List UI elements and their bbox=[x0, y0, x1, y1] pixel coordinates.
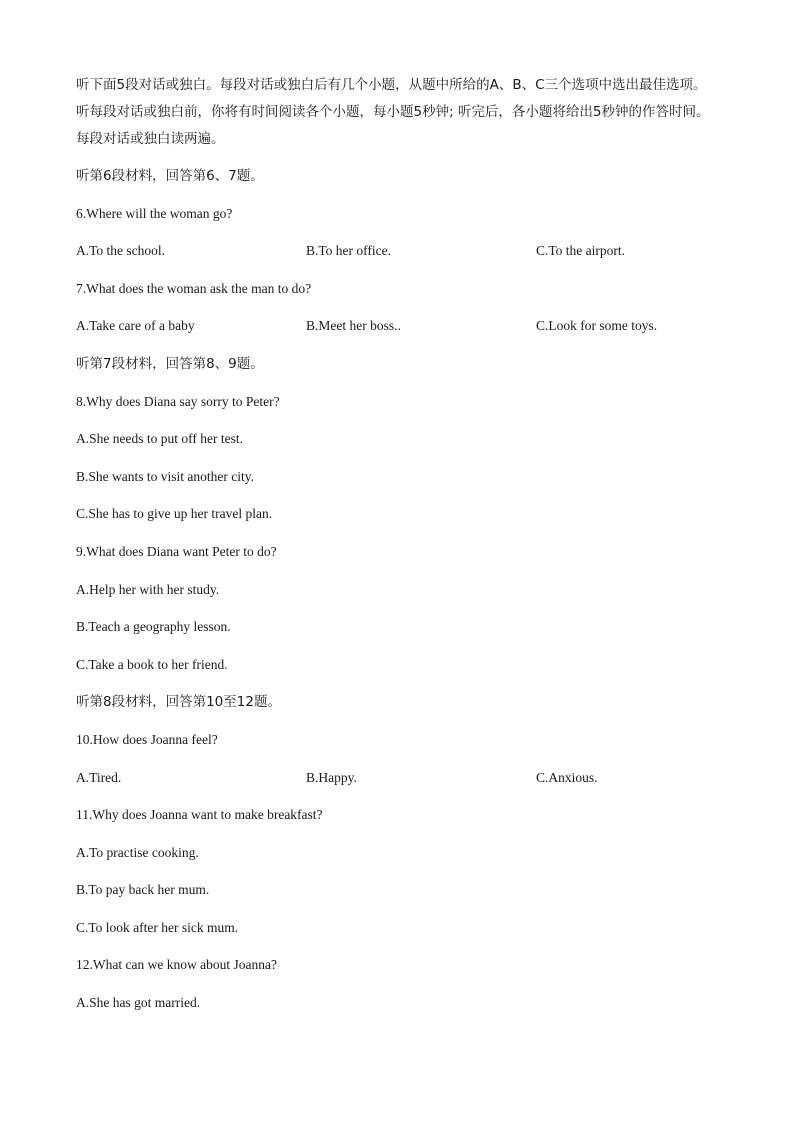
question-10-options bbox=[76, 768, 756, 806]
question-9-option-a: A.Help her with her study. bbox=[76, 581, 220, 597]
section-7-header: 听第7段材料，回答第8、9题。 bbox=[76, 355, 264, 372]
question-12-option-a: A.She has got married. bbox=[76, 995, 201, 1011]
instructions-line-1: 听下面5段对话或独白。每段对话或独白后有几个小题，从题中所给的A、B、C三个选项中选出最佳选项。 bbox=[76, 77, 707, 93]
question-7-stem: 7.What does the woman ask the man to do? bbox=[76, 280, 312, 296]
question-6-options bbox=[76, 241, 756, 279]
section-6-header: 听第6段材料，回答第6、7题。 bbox=[76, 168, 264, 184]
spacer bbox=[76, 156, 756, 166]
question-7-option-b: B.Meet her boss.. bbox=[306, 318, 401, 334]
question-8-option-a: A.She needs to put off her test. bbox=[76, 431, 243, 447]
question-8-option-c: C.She has to give up her travel plan. bbox=[76, 506, 273, 522]
question-6-option-b: B.To her office. bbox=[306, 243, 392, 259]
question-9-option-c: C.Take a book to her friend. bbox=[76, 656, 228, 672]
question-11-option-a: A.To practise cooking. bbox=[76, 844, 199, 860]
instructions-line-2: 听每段对话或独白前，你将有时间阅读各个小题，每小题5秒钟; 听完后，各小题将给出5秒钟的作答时间。 bbox=[76, 104, 710, 120]
question-9-option-b: B.Teach a geography lesson. bbox=[76, 619, 231, 635]
question-8-option-b: B.She wants to visit another city. bbox=[76, 468, 254, 484]
instructions-line-3: 每段对话或独白读两遍。 bbox=[76, 131, 225, 147]
question-8-stem: 8.Why does Diana say sorry to Peter? bbox=[76, 393, 280, 409]
question-10-option-c: C.Anxious. bbox=[536, 769, 598, 785]
question-7-option-c: C.Look for some toys. bbox=[536, 318, 658, 334]
question-11-option-b: B.To pay back her mum. bbox=[76, 882, 210, 898]
section-8-header: 听第8段材料，回答第10至12题。 bbox=[76, 694, 281, 711]
question-6-stem: 6.Where will the woman go? bbox=[76, 205, 233, 221]
question-6-option-c: C.To the airport. bbox=[536, 243, 626, 259]
question-12-stem: 12.What can we know about Joanna? bbox=[76, 957, 277, 973]
question-10-option-a: A.Tired. bbox=[76, 769, 122, 785]
question-6-option-a: A.To the school. bbox=[76, 243, 166, 259]
question-7-options bbox=[76, 316, 756, 354]
question-11-option-c: C.To look after her sick mum. bbox=[76, 919, 239, 935]
question-9-stem: 9.What does Diana want Peter to do? bbox=[76, 543, 277, 559]
question-11-stem: 11.Why does Joanna want to make breakfast? bbox=[76, 807, 323, 823]
document-page bbox=[76, 75, 756, 1031]
question-7-option-a: A.Take care of a baby bbox=[76, 318, 195, 334]
question-10-option-b: B.Happy. bbox=[306, 769, 357, 785]
question-10-stem: 10.How does Joanna feel? bbox=[76, 731, 218, 747]
